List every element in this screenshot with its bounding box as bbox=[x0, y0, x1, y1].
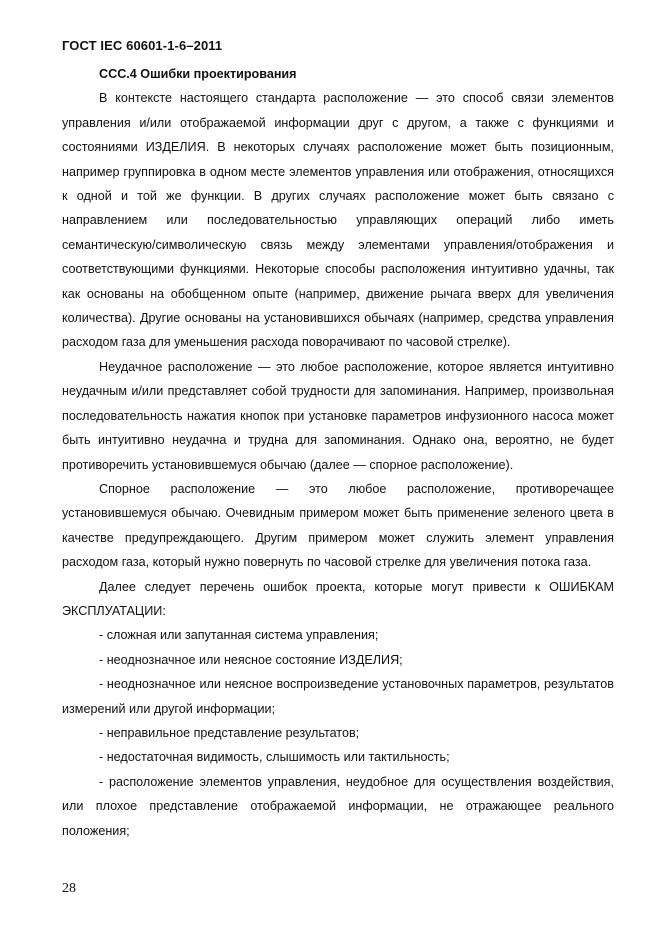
list-item: - неоднозначное или неясное воспроизведение установочных параметров, результатов измерений или другой информации; bbox=[62, 677, 614, 716]
list-item: - недостаточная видимость, слышимость или тактильность; bbox=[99, 750, 450, 765]
list-item: - расположение элементов управления, неудобное для осуществления воздействия, или плохое представление отображаемой информации, не отражающее реального положения; bbox=[62, 774, 614, 838]
section-title: CCC.4 Ошибки проектирования bbox=[99, 67, 297, 81]
list-item: - сложная или запутанная система управления; bbox=[99, 628, 379, 643]
document-header: ГОСТ IEC 60601-1-6–2011 bbox=[62, 38, 223, 53]
paragraph-conflicting-layout: Спорное расположение — это любое расположение, противоречащее установившемуся обычаю. Очевидным примером может быть применение зеленого цвета в качестве предупреждающего. Другим примером может служить элемент управления расходом газа, который нужно повернуть по часовой стрелке для увеличения потока газа. bbox=[62, 481, 614, 570]
list-item: - неоднозначное или неясное состояние ИЗДЕЛИЯ; bbox=[99, 652, 403, 667]
page-number: 28 bbox=[62, 881, 76, 896]
page-content bbox=[62, 62, 614, 843]
list-item: - неправильное представление результатов; bbox=[99, 725, 360, 740]
paragraph-list-intro: Далее следует перечень ошибок проекта, которые могут привести к ОШИБКАМ ЭКСПЛУАТАЦИИ: bbox=[62, 579, 614, 618]
paragraph-poor-layout: Неудачное расположение — это любое расположение, которое является интуитивно неудачным и/или представляет собой трудности для запоминания. Например, произвольная последовательность нажатия кнопок при установке параметров инфузионного насоса может быть интуитивно неудачна и трудна для запоминания. Однако она, вероятно, не будет противоречить установившемуся обычаю (далее — спорное расположение). bbox=[62, 359, 614, 472]
paragraph-layout-definition: В контексте настоящего стандарта расположение — это способ связи элементов управления и/или отображаемой информации друг с другом, а также с функциями и состояниями ИЗДЕЛИЯ. В некоторых случаях расположение может быть позиционным, например группировка в одном месте элементов управления или отображения, относящихся к одной и той же функции. В других случаях расположение может быть связано с направлением или последовательностью управляющих операций либо иметь семантическую/символическую связь между элементами управления/отображения и соответствующими функциями. Некоторые способы расположения интуитивно удачны, так как основаны на обобщенном опыте (например, движение рычага вверх для увеличения количества). Другие основаны на установившихся обычаях (например, средства управления расходом газа для уменьшения расхода поворачивают по часовой стрелке). bbox=[62, 91, 614, 350]
